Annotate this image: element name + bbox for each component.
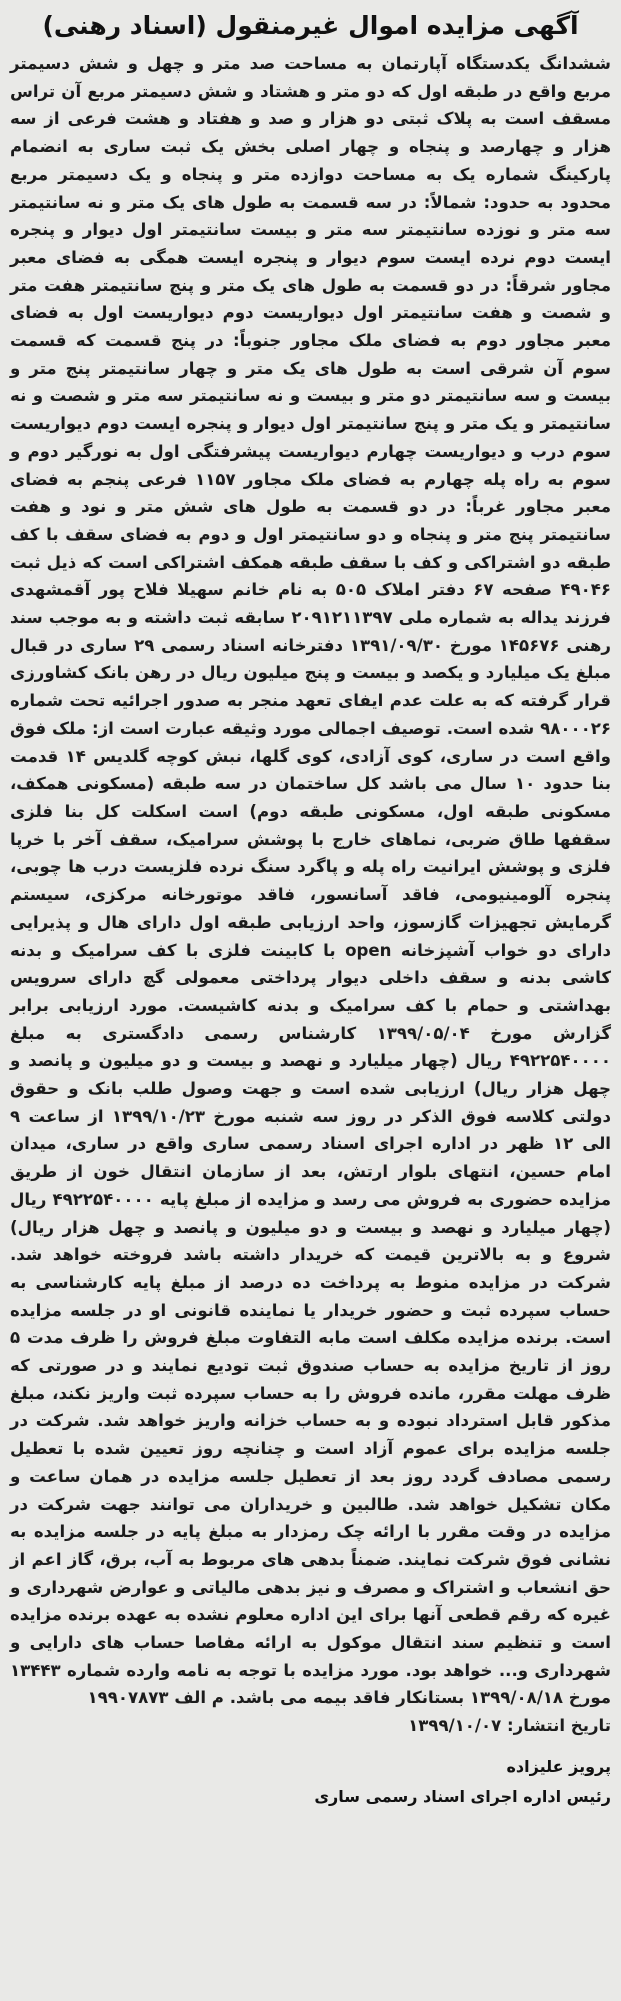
publication-date: تاریخ انتشار: ۱۳۹۹/۱۰/۰۷ bbox=[408, 1716, 611, 1736]
notice-title: آگهی مزایده اموال غیرمنقول (اسناد رهنی) bbox=[42, 11, 579, 40]
signature-name: پرویز علیزاده bbox=[506, 1757, 611, 1777]
signature-role: رئیس اداره اجرای اسناد رسمی ساری bbox=[314, 1787, 611, 1807]
notice-body: ششدانگ یکدستگاه آپارتمان به مساحت صد متر و چهل و شش دسیمتر مربع واقع در طبقه اول که دو متر و هشتاد و شش دسیمتر مربع آن تراس مسقف است به پلاک ثبتی دو هزار و صد و هفتاد و هشت فرعی از سه هزار و چهارصد و پنجاه و چهار اصلی بخش یک ثبت ساری به انضمام پارکینگ شماره یک به مساحت دوازده متر و پنجاه و یک دسیمتر مربع محدود به حدود: شمالاً: در سه قسمت به طول های یک متر و نه سانتیمتر سه متر و نوزده سانتیمتر سه متر و بیست سانتیمتر اول دیوار و پنجره ایست دوم نرده ایست سوم دیوار و پنجره ایست همگی به فضای معبر مجاور شرقاً: در دو قسمت به طول های یک متر و پنج سانتیمتر هفت متر و شصت و هفت سانتیمتر اول دیواریست دوم دیواریست اول به فضای معبر مجاور دوم به فضای ملک مجاور جنوباً: در پنج قسمت که قسمت سوم آن شرقی است به طول های یک متر و چهار سانتیمتر پنج متر و بیست و سه سانتیمتر دو متر و بیست و نه سانتیمتر سه متر و شصت و نه سانتیمتر و یک متر و پنج سانتیمتر اول دیوار و پنجره ایست دوم دیواریست سوم درب و دیواریست چهارم دیواریست پیشرفتگی اول به نورگیر دوم و سوم به راه پله چهارم به فضای ملک مجاور ۱۱۵۷ فرعی پنجم به فضای معبر مجاور غرباً: در دو قسمت به طول های شش متر و نود و هفت سانتیمتر پنج متر و پنجاه و دو سانتیمتر اول و دوم به فضای سقف با کف طبقه دو اشتراکی و کف با سقف طبقه همکف اشتراکی است که ذیل ثبت ۴۹۰۴۶ صفحه ۶۷ دفتر املاک ۵۰۵ به نام خانم سهیلا فلاح پور آقمشهدی فرزند یداله به شماره ملی ۲۰۹۱۲۱۱۳۹۷ سابقه ثبت داشته و به موجب سند رهنی ۱۴۵۶۷۶ مورخ ۱۳۹۱/۰۹/۳۰ دفترخانه اسناد رسمی ۲۹ ساری در قبال مبلغ یک میلیارد و یکصد و بیست و پنج میلیون ریال در رهن بانک کشاورزی قرار گرفته که به علت عدم ایفای تعهد منجر به صدور اجرائیه تحت شماره ۹۸۰۰۰۲۶ شده است. توصیف اجمالی مورد وثیقه عبارت است از: ملک فوق واقع است در ساری، کوی آزادی، کوی گلها، نبش کوچه گلدیس ۱۴ قدمت بنا حدود ۱۰ سال می باشد کل ساختمان در سه طبقه (مسکونی همکف، مسکونی طبقه اول، مسکونی طبقه دوم) است اسکلت کل بنا فلزی سقفها طاق ضربی، نماهای خارج با پوشش سرامیک، سقف آخر با خرپا فلزی و پوشش ایرانیت راه پله و پاگرد سنگ نرده فلزیست درب ها چوبی، پنجره آلومینیومی، فاقد آسانسور، فاقد موتورخانه مرکزی، سیستم گرمایش تجهیزات گازسوز، واحد ارزیابی طبقه اول دارای هال و پذیرایی دارای دو خواب آشپزخانه open با کابینت فلزی با کف سرامیک و بدنه کاشی بدنه و سقف داخلی دیوار پرداختی معمولی گچ دارای سرویس بهداشتی و حمام با کف سرامیک و بدنه کاشیست. مورد ارزیابی برابر گزارش مورخ ۱۳۹۹/۰۵/۰۴ کارشناس رسمی دادگستری به مبلغ ۴۹۲۲۵۴۰۰۰۰ ریال (چهار میلیارد و نهصد و بیست و دو میلیون و پانصد و چهل هزار ریال) ارزیابی شده است و جهت وصول طلب بانک و حقوق دولتی کلاسه فوق الذکر در روز سه شنبه مورخ ۱۳۹۹/۱۰/۲۳ از ساعت ۹ الی ۱۲ ظهر در اداره اجرای اسناد رسمی ساری واقع در ساری، میدان امام حسین، انتهای بلوار ارتش، بعد از سازمان انتقال خون از طریق مزایده حضوری به فروش می رسد و مزایده از مبلغ پایه ۴۹۲۲۵۴۰۰۰۰ ریال (چهار میلیارد و نهصد و بیست و دو میلیون و پانصد و چهل هزار ریال) شروع و به بالاترین قیمت که خریدار داشته باشد فروخته خواهد شد. شرکت در مزایده منوط به پرداخت ده درصد از مبلغ پایه کارشناسی به حساب سپرده ثبت و حضور خریدار یا نماینده قانونی او در جلسه مزایده است. برنده مزایده مکلف است مابه التفاوت مبلغ فروش را ظرف مدت ۵ روز از تاریخ مزایده به حساب صندوق ثبت تودیع نمایند و در صورتی که ظرف مهلت مقرر، مانده فروش را به حساب سپرده ثبت واریز نکند، مبلغ مذکور قابل استرداد نبوده و به حساب خزانه واریز خواهد شد. شرکت در جلسه مزایده برای عموم آزاد است و چنانچه روز تعیین شده با تعطیل رسمی مصادف گردد روز بعد از تعطیل جلسه مزایده در همان ساعت و مکان تشکیل خواهد شد. طالبین و خریداران می توانند جهت شرکت در مزایده در وقت مقرر با ارائه چک رمزدار به مبلغ پایه در جلسه مزایده به نشانی فوق شرکت نمایند. ضمناً بدهی های مربوط به آب، برق، گاز اعم از حق انشعاب و اشتراک و مصرف و نیز بدهی مالیاتی و عوارض شهرداری و غیره که رقم قطعی آنها برای این اداره معلوم نشده به عهده برنده مزایده است و تنظیم سند انتقال موکول به ارائه مفاصا حساب های دارایی و شهرداری و... خواهد بود. مورد مزایده با توجه به نامه وارده شماره ۱۳۴۴۳ مورخ ۱۳۹۹/۰۸/۱۸ بستانکار فاقد بیمه می باشد. م الف ۱۹۹۰۷۸۷۳ bbox=[10, 54, 611, 1708]
signature-block bbox=[10, 1752, 611, 1812]
